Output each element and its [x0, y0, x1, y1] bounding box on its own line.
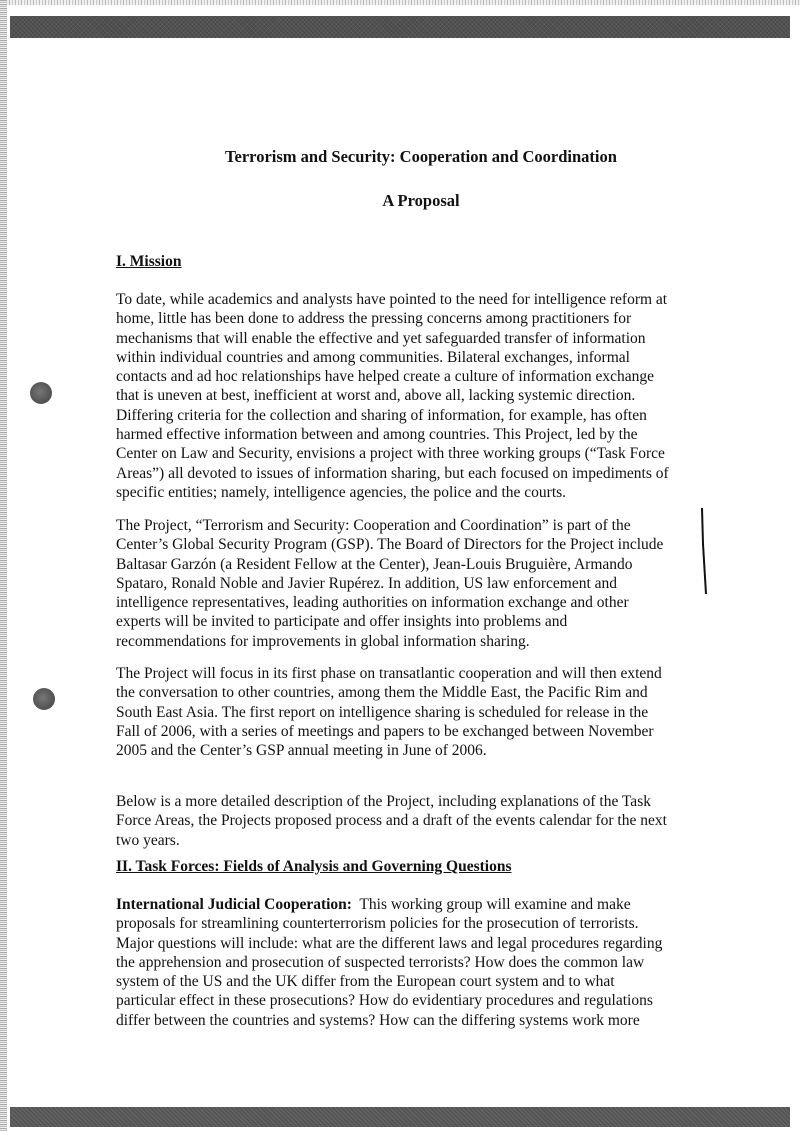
text-line: Below is a more detailed description of the Project, including explanations of the Task	[116, 793, 651, 810]
text-line: To date, while academics and analysts have pointed to the need for intelligence reform at	[116, 291, 668, 308]
text-line: Differing criteria for the collection and sharing of information, for example, has often	[116, 406, 647, 424]
paragraph-mission-intro	[116, 290, 696, 502]
text-line: Center on Law and Security, envisions a project with three working groups (“Task Force	[116, 445, 665, 463]
text-line: The Project, “Terrorism and Security: Cooperation and Coordination” is part of the	[116, 517, 631, 534]
scan-top-edge	[0, 0, 800, 5]
fax-footer-bar	[10, 1107, 790, 1127]
paragraph-description-overview	[116, 792, 696, 850]
punch-hole-icon	[30, 382, 52, 404]
text-line: proposals for streamlining counterterrorism policies for the prosecution of terrorists.	[116, 915, 639, 933]
text-line: specific entities; namely, intelligence agencies, the police and the courts.	[116, 483, 567, 501]
text-line: Spataro, Ronald Noble and Javier Rupérez. In addition, US law enforcement and	[116, 574, 618, 592]
document-subtitle: A Proposal	[382, 191, 460, 210]
text-line: Baltasar Garzón (a Resident Fellow at the Center), Jean-Louis Bruguière, Armando	[116, 555, 633, 573]
text-line: intelligence representatives, leading authorities on information exchange and other	[116, 594, 629, 612]
paragraph-judicial-cooperation	[116, 895, 696, 1030]
text-line: Major questions will include: what are the different laws and legal procedures regarding	[116, 934, 663, 952]
text-line: South East Asia. The first report on intelligence sharing is scheduled for release in the	[116, 703, 649, 721]
text-line: recommendations for improvements in global information sharing.	[116, 632, 530, 650]
paragraph-lead-term: International Judicial Cooperation:	[116, 896, 352, 913]
paragraph-project-phases	[116, 664, 696, 760]
text-line: particular effect in these prosecutions? How do evidentiary procedures and regulations	[116, 992, 653, 1010]
text-line: home, little has been done to address the pressing concerns among practitioners for	[116, 310, 632, 328]
section-heading-task-forces: II. Task Forces: Fields of Analysis and Governing Questions	[116, 858, 512, 875]
text-line: mechanisms that will enable the effective and yet safeguarded transfer of information	[116, 329, 646, 347]
text-line: system of the US and the UK differ from the European court system and to what	[116, 973, 615, 991]
fax-header-bar	[10, 16, 790, 38]
text-line: two years.	[116, 831, 180, 849]
text-line: The Project will focus in its first phase on transatlantic cooperation and will then extend	[116, 665, 662, 682]
text-line	[116, 895, 696, 914]
margin-line-mark	[701, 506, 707, 596]
punch-hole-icon	[33, 688, 55, 710]
text-line: the apprehension and prosecution of suspected terrorists? How does the common law	[116, 953, 645, 971]
text-line: harmed effective information between and among countries. This Project, led by the	[116, 426, 638, 444]
paragraph-project-board	[116, 516, 696, 651]
text-line: that is uneven at best, inefficient at worst and, above all, lacking systemic direction.	[116, 387, 636, 405]
text-line: contacts and ad hoc relationships have helped create a culture of information exchange	[116, 368, 654, 386]
text-line: 2005 and the Center’s GSP annual meeting in June of 2006.	[116, 742, 487, 760]
document-title: Terrorism and Security: Cooperation and Coordination	[225, 147, 617, 166]
text-line: Areas”) all devoted to issues of information sharing, but each focused on impediments of	[116, 464, 669, 482]
text-line: experts will be invited to participate and offer insights into problems and	[116, 613, 568, 631]
text-line: differ between the countries and systems? How can the differing systems work more	[116, 1011, 640, 1029]
section-heading-mission: I. Mission	[116, 253, 182, 270]
text-line: Fall of 2006, with a series of meetings and papers to be exchanged between November	[116, 722, 654, 740]
text-line: Force Areas, the Projects proposed process and a draft of the events calendar for the next	[116, 812, 667, 830]
text-line: the conversation to other countries, among them the Middle East, the Pacific Rim and	[116, 684, 648, 702]
text-fragment: This working group will examine and make	[351, 896, 631, 913]
scan-left-edge	[0, 0, 7, 1131]
text-line: within individual countries and among communities. Bilateral exchanges, informal	[116, 348, 630, 366]
text-line: Center’s Global Security Program (GSP). The Board of Directors for the Project include	[116, 536, 664, 554]
